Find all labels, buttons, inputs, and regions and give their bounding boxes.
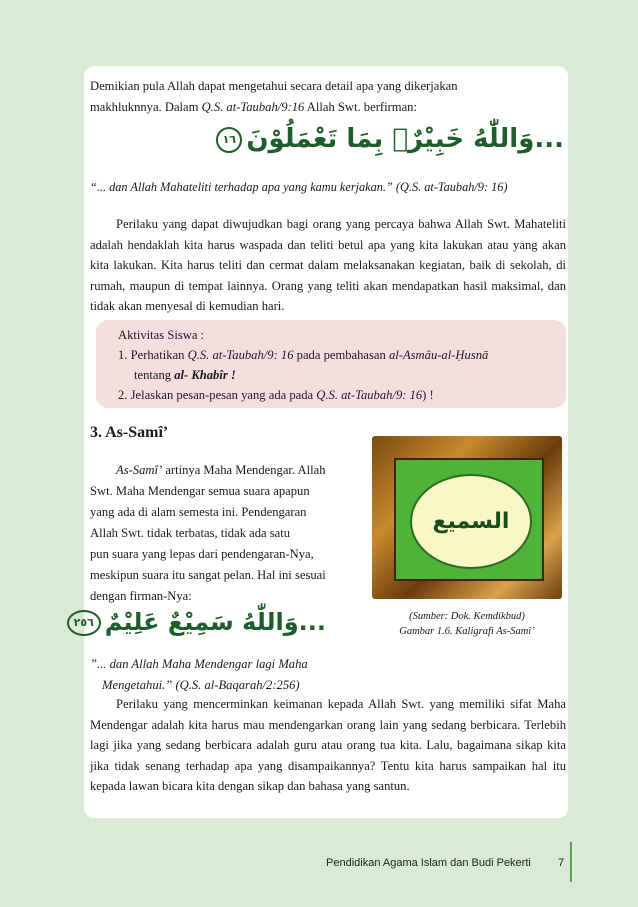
as-sami-line: yang ada di alam semesta ini. Pendengaran xyxy=(90,505,307,519)
footer-divider xyxy=(570,842,572,882)
activity-item-1-term: al-Asmâu-al-Ḥusnā xyxy=(388,348,489,362)
calligraphy-oval: السميع xyxy=(410,474,532,569)
activity-item-1-prefix: 1. Perhatikan xyxy=(118,348,188,362)
page-number: 7 xyxy=(558,857,565,869)
as-sami-line: artinya Maha Mendengar. Allah xyxy=(162,463,326,477)
activity-item-1-ref: Q.S. at-Taubah/9: 16 xyxy=(187,348,294,362)
as-sami-line: dengan firman-Nya: xyxy=(90,589,192,603)
paragraph-maha-mendengar: Perilaku yang mencerminkan keimanan kepada Allah Swt. yang memiliki sifat Maha Mendengar adalah kita harus mau mendengarkan orang lain yang sedang berbicara. Terlebih lagi jika yang sedang berbicara adalah guru atau orang tua kita. Lalu, bagaimana sikap kita jika tidak senang terhadap apa yang disampaikannya? Tentu kita harus sampaikan hal itu kepada lawan bicara kita dengan sikap dan bahasa yang santun. xyxy=(90,697,566,793)
activity-title: Aktivitas Siswa : xyxy=(118,328,205,342)
activity-item-1-line-2-term: al- Khabîr ! xyxy=(174,368,236,382)
activity-item-1 xyxy=(118,346,488,364)
as-sami-line: pun suara yang lepas dari pendengaran-Nya, xyxy=(90,547,314,561)
ayah-2-text: ...وَاللّٰهُ سَمِيْعٌ عَلِيْمٌ xyxy=(104,608,326,636)
activity-item-1-line-2-prefix: tentang xyxy=(134,368,175,382)
intro-paragraph xyxy=(90,76,566,117)
as-sami-paragraph xyxy=(90,460,352,607)
ayah-2-translation-line-2: Mengetahui.” (Q.S. al-Baqarah/2:256) xyxy=(102,677,300,692)
ayah-1-number-badge: ١٦ xyxy=(216,127,242,153)
section-heading: 3. As-Samî’ xyxy=(90,424,169,441)
as-sami-line: meskipun suara itu sangat pelan. Hal ini sesuai xyxy=(90,568,326,582)
ayah-1-arabic xyxy=(212,124,564,154)
ayah-2-translation xyxy=(90,654,370,695)
ayah-2-number-badge: ٢٥٦ xyxy=(67,610,101,636)
intro-reference: Q.S. at-Taubah/9:16 xyxy=(201,99,305,114)
ayah-1-translation: “... dan Allah Mahateliti terhadap apa yang kamu kerjakan.” (Q.S. at-Taubah/9: 16) xyxy=(90,180,508,194)
activity-item-1-line-2 xyxy=(134,366,236,384)
as-sami-line: Swt. Maha Mendengar semua suara apapun xyxy=(90,484,310,498)
calligraphy-panel xyxy=(394,458,544,581)
footer-book-title: Pendidikan Agama Islam dan Budi Pekerti xyxy=(326,857,531,869)
ayah-2-arabic xyxy=(63,608,326,636)
intro-line-1: Demikian pula Allah dapat mengetahui secara detail apa yang dikerjakan xyxy=(90,79,458,93)
calligraphy-frame xyxy=(372,436,562,599)
as-sami-line: Allah Swt. tidak terbatas, tidak ada satu xyxy=(90,526,291,540)
figure-source: (Sumber: Dok. Kemdikbud) xyxy=(409,611,525,622)
intro-line-2-prefix: makhluknnya. Dalam xyxy=(90,99,202,114)
paragraph-mahateliti: Perilaku yang dapat diwujudkan bagi orang yang percaya bahwa Allah Swt. Mahateliti adalah hendaklah kita harus waspada dan teliti betul apa yang kita lakukan atau yang akan kita lakukan. Kita harus teliti dan cermat dalam melaksanakan kegiatan, baik di sekolah, di rumah, maupun di tempat lainnya. Orang yang teliti akan mendapatkan hasil maksimal, dan tidak akan menyesal di kemudian hari. xyxy=(90,217,566,313)
as-sami-term: As-Samî’ xyxy=(116,463,163,477)
activity-item-1-mid: pada pembahasan xyxy=(293,348,389,362)
intro-line-2-suffix: Allah Swt. berfirman: xyxy=(304,99,417,114)
activity-item-2-ref: Q.S. at-Taubah/9: 16 xyxy=(316,388,423,402)
figure-caption: Gambar 1.6. Kaligrafi As-Samî’ xyxy=(399,626,535,637)
ayah-1-text: ...وَاللّٰهُ خَبِيْرٌۢ بِمَا تَعْمَلُوْنَ xyxy=(246,124,564,154)
activity-item-2 xyxy=(118,386,434,404)
ayah-2-translation-line-1: ”... dan Allah Maha Mendengar lagi Maha xyxy=(90,657,308,671)
activity-item-2-prefix: 2. Jelaskan pesan-pesan yang ada pada xyxy=(118,388,317,402)
activity-item-2-suffix: ) ! xyxy=(422,388,434,402)
